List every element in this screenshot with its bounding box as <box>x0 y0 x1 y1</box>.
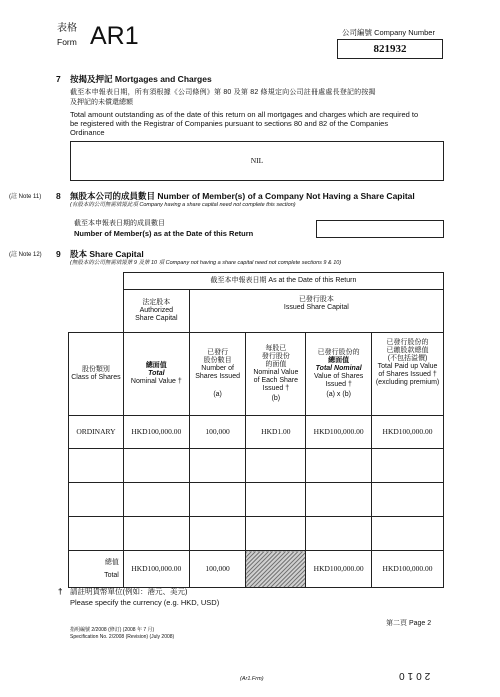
col-paid-cn-3: (不包括溢價) <box>387 355 428 362</box>
company-number-box <box>337 39 443 59</box>
page-stamp: 2010 <box>396 670 431 681</box>
section-8-title: 無股本公司的成員數目 Number of Member(s) of a Company Not Having a Share Capital <box>70 191 415 201</box>
section-9-title: 股本 Share Capital <box>70 249 144 259</box>
row-paid-up: HKD100,000.00 <box>372 416 444 449</box>
section-7-number: 7 <box>56 74 61 84</box>
section-9-note: (註 Note 12) <box>9 252 42 258</box>
col-total-nominal-header <box>123 333 189 416</box>
col-total-nominal-cn: 總面值 <box>145 362 167 369</box>
total-total-issued: HKD100,000.00 <box>306 551 372 588</box>
col-issued-val-cn-1: 已發行股份的 <box>317 349 360 356</box>
col-each-cn-3: 的面值 <box>265 361 287 368</box>
col-each-tag: (b) <box>271 395 281 402</box>
col-paid-en-3: (excluding premium) <box>375 379 440 386</box>
col-each-en-1: Nominal Value <box>253 369 299 376</box>
col-issued-header <box>189 333 246 416</box>
row-each: HKD1.00 <box>246 416 306 449</box>
form-label-cn: 表格 <box>57 23 77 34</box>
row-class: ORDINARY <box>69 416 124 449</box>
mortgages-value: NIL <box>250 156 264 165</box>
section-7-title: 按揭及押記 Mortgages and Charges <box>70 74 212 84</box>
authorized-header <box>123 290 189 333</box>
section-8-number: 8 <box>56 191 61 201</box>
col-each-cn-1: 每股已 <box>265 345 287 352</box>
col-paid-en-1: Total Paid up Value <box>377 363 438 370</box>
col-issued-val-cn-2: 總面值 <box>328 357 350 364</box>
total-issued: 100,000 <box>189 551 246 588</box>
members-label-en: Number of Member(s) as at the Date of this Return <box>74 229 254 238</box>
section-9-number: 9 <box>56 249 61 259</box>
section-8-subtitle: (有股本的公司無需填報此項 Company having a share capital need not complete this section) <box>70 202 296 208</box>
issued-en: Issued Share Capital <box>283 304 349 311</box>
members-label-cn: 截至本申報表日期的成員數目 <box>74 220 165 227</box>
col-issued-val-en-1-wrap <box>307 365 370 373</box>
col-issued-val-en-1: Total Nominal <box>315 365 362 372</box>
total-each-hatched <box>246 551 306 588</box>
col-paid-cn-2: 已繳股款總值 <box>386 347 429 354</box>
col-each-cn-2: 發行股份 <box>261 353 290 360</box>
share-capital-table <box>68 272 444 588</box>
spec-en: Specification No. 2/2008 (Revision) (July 2008) <box>70 634 175 640</box>
section-7-desc-en-2: be registered with the Registrar of Companies pursuant to sections 80 and 82 of the Companies <box>70 119 389 128</box>
table-row-empty <box>69 449 444 483</box>
as-at-header: 截至本申報表日期 As at the Date of this Return <box>123 273 443 290</box>
col-issued-tag: (a) <box>213 391 222 398</box>
col-class-header <box>69 333 124 416</box>
footnote-en: Please specify the currency (e.g. HKD, USD) <box>70 598 220 607</box>
table-row <box>69 416 444 449</box>
page-number: 第二頁 Page 2 <box>386 620 432 627</box>
issued-header <box>189 290 443 333</box>
section-7-desc-en-1: Total amount outstanding as of the date of this return on all mortgages and charges which are required to <box>70 110 419 119</box>
row-issued: 100,000 <box>189 416 246 449</box>
col-issued-cn-2: 股份數目 <box>203 357 232 364</box>
col-issued-en-2: Shares Issued <box>195 373 240 380</box>
col-paid-cn-1: 已發行股份的 <box>386 339 429 346</box>
section-8-note: (註 Note 11) <box>9 194 42 200</box>
issued-cn: 已發行股本 <box>298 296 334 303</box>
form-label-en: Form <box>57 37 77 47</box>
table-row-empty <box>69 517 444 551</box>
col-issued-val-en-2: Value of Shares <box>314 373 364 380</box>
total-row <box>69 551 444 588</box>
col-each-en-3: Issued † <box>262 385 290 392</box>
form-code: AR1 <box>90 22 139 50</box>
total-label-cn: 總值 <box>104 558 119 566</box>
col-issued-en-1: Number of <box>201 365 234 372</box>
members-value-box <box>316 220 444 238</box>
company-number: 821932 <box>373 43 407 55</box>
form-ref: (Ar1.Frm) <box>240 676 264 682</box>
total-label <box>69 551 124 588</box>
mortgages-value-box <box>70 141 444 181</box>
row-total-issued: HKD100,000.00 <box>306 416 372 449</box>
col-class-cn: 股份類別 <box>81 366 110 373</box>
col-each-header <box>246 333 306 416</box>
col-total-nominal-en-1: Total <box>148 370 165 377</box>
table-row-empty <box>69 483 444 517</box>
col-total-nominal-en-2: Nominal Value † <box>130 378 182 385</box>
section-7-desc-en-3: Ordinance <box>70 128 105 137</box>
row-authorized: HKD100,000.00 <box>123 416 189 449</box>
col-class-en: Class of Shares <box>71 374 121 381</box>
col-issued-val-en-3: Issued † <box>325 381 352 388</box>
col-paid-header <box>372 333 444 416</box>
col-issued-value-header <box>306 333 372 416</box>
spec-cn: 指明編號 2/2008 (修訂) (2008 年 7 月) <box>70 627 155 633</box>
section-9-subtitle: (無股本的公司無需填報第 9 及第 10 項 Company not having a share capital need not complete sections 9 & 10) <box>70 260 342 266</box>
section-7-desc-cn-1: 截至本申報表日期，所有須根據《公司條例》第 80 及第 82 條規定向公司註冊處處長登記的按揭 <box>70 89 376 96</box>
total-authorized: HKD100,000.00 <box>123 551 189 588</box>
total-paid-up: HKD100,000.00 <box>372 551 444 588</box>
company-number-label: 公司編號 Company Number <box>342 28 435 37</box>
authorized-en-2: Share Capital <box>135 315 178 322</box>
authorized-cn: 法定股本 <box>142 299 171 306</box>
col-issued-cn-1: 已發行 <box>207 349 229 356</box>
col-paid-en-1-wrap <box>373 363 442 371</box>
total-label-en: Total <box>104 571 119 579</box>
footnote-cn: 請註明貨幣單位(例如：港元、美元) <box>70 587 188 596</box>
section-7-desc-cn-2: 及押記的未償還總額 <box>70 99 133 106</box>
footnote-mark: † <box>58 587 63 596</box>
col-each-en-2: of Each Share <box>253 377 299 384</box>
col-issued-val-tag: (a) x (b) <box>326 391 351 398</box>
col-paid-en-2: of Shares Issued † <box>378 371 437 378</box>
authorized-en-1: Authorized <box>139 307 174 314</box>
